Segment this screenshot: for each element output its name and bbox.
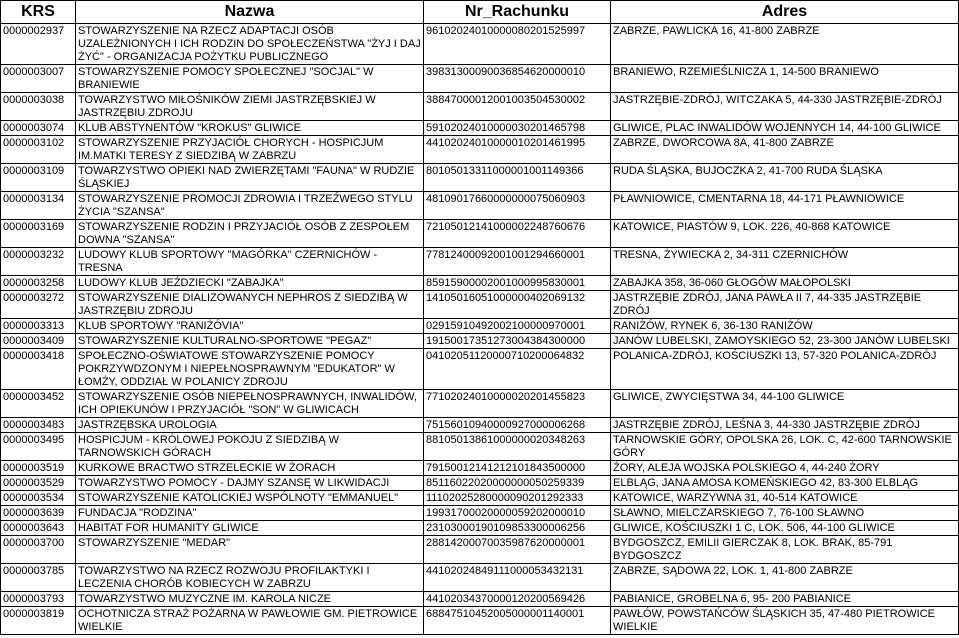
nazwa-cell: KURKOWE BRACTWO STRZELECKIE W ŻORACH: [76, 461, 424, 476]
nazwa-cell: LUDOWY KLUB SPORTOWY "MAGÓRKA" CZERNICHÓW - TRESNA: [76, 248, 424, 276]
krs-cell: 0000003529: [1, 476, 76, 491]
table-row: [1, 418, 959, 433]
header-row: [1, 1, 959, 24]
nr-rachunku-cell: 72105012141000002248760676: [424, 220, 611, 248]
nazwa-cell: STOWARZYSZENIE PRZYJACIÓŁ CHORYCH - HOSPICJUM IM.MATKI TERESY Z SIEDZIBĄ W ZABRZU: [76, 136, 424, 164]
krs-cell: 0000003534: [1, 491, 76, 506]
nazwa-cell: STOWARZYSZENIE KATOLICKIEJ WSPÓLNOTY "EMMANUEL": [76, 491, 424, 506]
adres-cell: GLIWICE, KOŚCIUSZKI 1 C, LOK. 506, 44-100 GLIWICE: [611, 521, 959, 536]
adres-cell: PAWŁÓW, POWSTAŃCÓW ŚLĄSKICH 35, 47-480 PIETROWICE WIELKIE: [611, 607, 959, 635]
nazwa-cell: SPOŁECZNO-OŚWIATOWE STOWARZYSZENIE POMOCY POKRZYWDZONYM I NIEPEŁNOSPRAWNYM "EDUKATOR" W ŁOMŻY, ODDZIAŁ W POLANICY ZDROJU: [76, 349, 424, 390]
nr-rachunku-cell: 77102024010000020201455823: [424, 390, 611, 418]
adres-cell: TRESNA, ŻYWIECKA 2, 34-311 CZERNICHÓW: [611, 248, 959, 276]
nr-rachunku-cell: 96102024010000080201525997: [424, 24, 611, 65]
nazwa-cell: JASTRZĘBSKA UROLOGIA: [76, 418, 424, 433]
nazwa-cell: TOWARZYSTWO MIŁOŚNIKÓW ZIEMI JASTRZĘBSKIEJ W JASTRZĘBIU ZDROJU: [76, 93, 424, 121]
krs-cell: 0000003793: [1, 592, 76, 607]
nr-rachunku-cell: 44102024010000010201461995: [424, 136, 611, 164]
nr-rachunku-cell: 19931700020000059202000010: [424, 506, 611, 521]
table-row: [1, 564, 959, 592]
nazwa-cell: TOWARZYSTWO POMOCY - DAJMY SZANSĘ W LIKWIDACJI: [76, 476, 424, 491]
krs-cell: 0000003483: [1, 418, 76, 433]
krs-cell: 0000003785: [1, 564, 76, 592]
nr-rachunku-cell: 38847000012001003504530002: [424, 93, 611, 121]
nazwa-cell: LUDOWY KLUB JEŹDZIECKI "ZABAJKA": [76, 276, 424, 291]
table-row: [1, 607, 959, 635]
nr-rachunku-cell: 80105013311000001001149366: [424, 164, 611, 192]
nr-rachunku-cell: 11102025280000090201292333: [424, 491, 611, 506]
header-adres: Adres: [611, 1, 959, 24]
krs-cell: 0000003418: [1, 349, 76, 390]
krs-cell: 0000003700: [1, 536, 76, 564]
table-row: [1, 121, 959, 136]
table-row: [1, 136, 959, 164]
nr-rachunku-cell: 04102051120000710200064832: [424, 349, 611, 390]
nr-rachunku-cell: 44102024849111000053432131: [424, 564, 611, 592]
nazwa-cell: TOWARZYSTWO NA RZECZ ROZWOJU PROFILAKTYKI I LECZENIA CHORÓB KOBIECYCH W ZABRZU: [76, 564, 424, 592]
table-row: [1, 506, 959, 521]
table-row: [1, 536, 959, 564]
nr-rachunku-cell: 02915910492002100000970001: [424, 319, 611, 334]
nazwa-cell: STOWARZYSZENIE OSÓB NIEPEŁNOSPRAWNYCH, INWALIDÓW, ICH OPIEKUNÓW I PRZYJACIÓŁ "SON" W GLIWICACH: [76, 390, 424, 418]
nazwa-cell: STOWARZYSZENIE "MEDAR": [76, 536, 424, 564]
nazwa-cell: STOWARZYSZENIE RODZIN I PRZYJACIÓŁ OSÓB Z ZESPOŁEM DOWNA "SZANSA": [76, 220, 424, 248]
table-row: [1, 65, 959, 93]
table-row: [1, 349, 959, 390]
header-nazwa: Nazwa: [76, 1, 424, 24]
adres-cell: ELBLĄG, JANA AMOSA KOMEŃSKIEGO 42, 83-300 ELBLĄG: [611, 476, 959, 491]
table-row: [1, 220, 959, 248]
table-row: [1, 334, 959, 349]
header-nr-rachunku: Nr_Rachunku: [424, 1, 611, 24]
krs-cell: 0000003643: [1, 521, 76, 536]
adres-cell: GLIWICE, ZWYCIĘSTWA 34, 44-100 GLIWICE: [611, 390, 959, 418]
adres-cell: POLANICA-ZDRÓJ, KOŚCIUSZKI 13, 57-320 POLANICA-ZDRÓJ: [611, 349, 959, 390]
krs-cell: 0000003452: [1, 390, 76, 418]
adres-cell: RANIŻÓW, RYNEK 6, 36-130 RANIŻÓW: [611, 319, 959, 334]
nazwa-cell: OCHOTNICZA STRAŻ POŻARNA W PAWŁOWIE GM. PIETROWICE WIELKIE: [76, 607, 424, 635]
nazwa-cell: STOWARZYSZENIE PROMOCJI ZDROWIA I TRZEŹWEGO STYLU ŻYCIA "SZANSA": [76, 192, 424, 220]
krs-cell: 0000003639: [1, 506, 76, 521]
adres-cell: BRANIEWO, RZEMIEŚLNICZA 1, 14-500 BRANIEWO: [611, 65, 959, 93]
adres-cell: ŻORY, ALEJA WOJSKA POLSKIEGO 4, 44-240 ŻORY: [611, 461, 959, 476]
nr-rachunku-cell: 85915900002001000995830001: [424, 276, 611, 291]
table-row: [1, 164, 959, 192]
adres-cell: ZABRZE, PAWLICKA 16, 41-800 ZABRZE: [611, 24, 959, 65]
adres-cell: KATOWICE, PIASTÓW 9, LOK. 226, 40-868 KATOWICE: [611, 220, 959, 248]
table-row: [1, 93, 959, 121]
adres-cell: KATOWICE, WARZYWNA 31, 40-514 KATOWICE: [611, 491, 959, 506]
nazwa-cell: STOWARZYSZENIE NA RZECZ ADAPTACJI OSÓB UZALEŻNIONYCH I ICH RODZIN DO SPOŁECZEŃSTWA "ŻYJ I DAJ ŻYĆ" - ORGANIZACJA POŻYTKU PUBLICZNEGO: [76, 24, 424, 65]
table-row: [1, 319, 959, 334]
nr-rachunku-cell: 77812400092001001294660001: [424, 248, 611, 276]
krs-cell: 0000003495: [1, 433, 76, 461]
adres-cell: ZABAJKA 358, 36-060 GŁOGÓW MAŁOPOLSKI: [611, 276, 959, 291]
krs-cell: 0000003169: [1, 220, 76, 248]
nazwa-cell: STOWARZYSZENIE DIALIZOWANYCH NEPHROS Z SIEDZIBĄ W JASTRZĘBIU ZDROJU: [76, 291, 424, 319]
table-row: [1, 433, 959, 461]
table-row: [1, 24, 959, 65]
nazwa-cell: KLUB SPORTOWY "RANIŻÓVIA": [76, 319, 424, 334]
adres-cell: JANÓW LUBELSKI, ZAMOYSKIEGO 52, 23-300 JANÓW LUBELSKI: [611, 334, 959, 349]
krs-cell: 0000003272: [1, 291, 76, 319]
adres-cell: GLIWICE, PLAC INWALIDÓW WOJENNYCH 14, 44-100 GLIWICE: [611, 121, 959, 136]
adres-cell: JASTRZĘBIE-ZDRÓJ, WITCZAKA 5, 44-330 JASTRZĘBIE-ZDRÓJ: [611, 93, 959, 121]
adres-cell: ZABRZE, SĄDOWA 22, LOK. 1, 41-800 ZABRZE: [611, 564, 959, 592]
table-row: [1, 491, 959, 506]
adres-cell: PABIANICE, GROBELNA 6, 95- 200 PABIANICE: [611, 592, 959, 607]
adres-cell: JASTRZĘBIE ZDRÓJ, LEŚNA 3, 44-330 JASTRZĘBIE ZDRÓJ: [611, 418, 959, 433]
nr-rachunku-cell: 19150017351273004384300000: [424, 334, 611, 349]
adres-cell: SŁAWNO, MIELCZARSKIEGO 7, 76-100 SŁAWNO: [611, 506, 959, 521]
table-row: [1, 461, 959, 476]
nazwa-cell: STOWARZYSZENIE POMOCY SPOŁECZNEJ "SOCJAL" W BRANIEWIE: [76, 65, 424, 93]
table-row: [1, 192, 959, 220]
adres-cell: PŁAWNIOWICE, CMENTARNA 18, 44-171 PŁAWNIOWICE: [611, 192, 959, 220]
nazwa-cell: KLUB ABSTYNENTÓW "KROKUS" GLIWICE: [76, 121, 424, 136]
adres-cell: RUDA ŚLĄSKA, BUJOCZKA 2, 41-700 RUDA ŚLĄSKA: [611, 164, 959, 192]
krs-cell: 0000003409: [1, 334, 76, 349]
nazwa-cell: FUNDACJA "RODZINA": [76, 506, 424, 521]
nr-rachunku-cell: 75156010940000927000006268: [424, 418, 611, 433]
krs-cell: 0000003313: [1, 319, 76, 334]
table-row: [1, 276, 959, 291]
adres-cell: TARNOWSKIE GÓRY, OPOLSKA 26, LOK. C, 42-600 TARNOWSKIE GÓRY: [611, 433, 959, 461]
krs-cell: 0000003074: [1, 121, 76, 136]
krs-cell: 0000003007: [1, 65, 76, 93]
nr-rachunku-cell: 59102024010000030201465798: [424, 121, 611, 136]
nr-rachunku-cell: 85116022020000000050259339: [424, 476, 611, 491]
krs-cell: 0000003134: [1, 192, 76, 220]
table-row: [1, 592, 959, 607]
nr-rachunku-cell: 48109017660000000075060903: [424, 192, 611, 220]
nr-rachunku-cell: 88105013861000000020348263: [424, 433, 611, 461]
table-row: [1, 390, 959, 418]
nazwa-cell: HABITAT FOR HUMANITY GLIWICE: [76, 521, 424, 536]
table-row: [1, 521, 959, 536]
adres-cell: JASTRZĘBIE ZDRÓJ, JANA PAWŁA II 7, 44-335 JASTRZĘBIE ZDRÓJ: [611, 291, 959, 319]
nazwa-cell: TOWARZYSTWO MUZYCZNE IM. KAROLA NICZE: [76, 592, 424, 607]
nazwa-cell: TOWARZYSTWO OPIEKI NAD ZWIERZĘTAMI "FAUNA" W RUDZIE ŚLĄSKIEJ: [76, 164, 424, 192]
header-krs: KRS: [1, 1, 76, 24]
krs-cell: 0000003258: [1, 276, 76, 291]
nr-rachunku-cell: 28814200070035987620000001: [424, 536, 611, 564]
krs-cell: 0000002937: [1, 24, 76, 65]
table-row: [1, 248, 959, 276]
krs-cell: 0000003819: [1, 607, 76, 635]
krs-cell: 0000003232: [1, 248, 76, 276]
krs-cell: 0000003038: [1, 93, 76, 121]
krs-cell: 0000003109: [1, 164, 76, 192]
nr-rachunku-cell: 23103000190109853300006256: [424, 521, 611, 536]
krs-cell: 0000003102: [1, 136, 76, 164]
table-row: [1, 291, 959, 319]
adres-cell: BYDGOSZCZ, EMILII GIERCZAK 8, LOK. BRAK, 85-791 BYDGOSZCZ: [611, 536, 959, 564]
nr-rachunku-cell: 39831300090036854620000010: [424, 65, 611, 93]
nazwa-cell: HOSPICJUM - KRÓLOWEJ POKOJU Z SIEDZIBĄ W TARNOWSKICH GÓRACH: [76, 433, 424, 461]
nr-rachunku-cell: 14105016051000000402069132: [424, 291, 611, 319]
nazwa-cell: STOWARZYSZENIE KULTURALNO-SPORTOWE "PEGAZ": [76, 334, 424, 349]
table-row: [1, 476, 959, 491]
nr-rachunku-cell: 44102034370000120200569426: [424, 592, 611, 607]
nr-rachunku-cell: 68847510452005000001140001: [424, 607, 611, 635]
nr-rachunku-cell: 79150012141212101843500000: [424, 461, 611, 476]
adres-cell: ZABRZE, DWORCOWA 8A, 41-800 ZABRZE: [611, 136, 959, 164]
krs-cell: 0000003519: [1, 461, 76, 476]
